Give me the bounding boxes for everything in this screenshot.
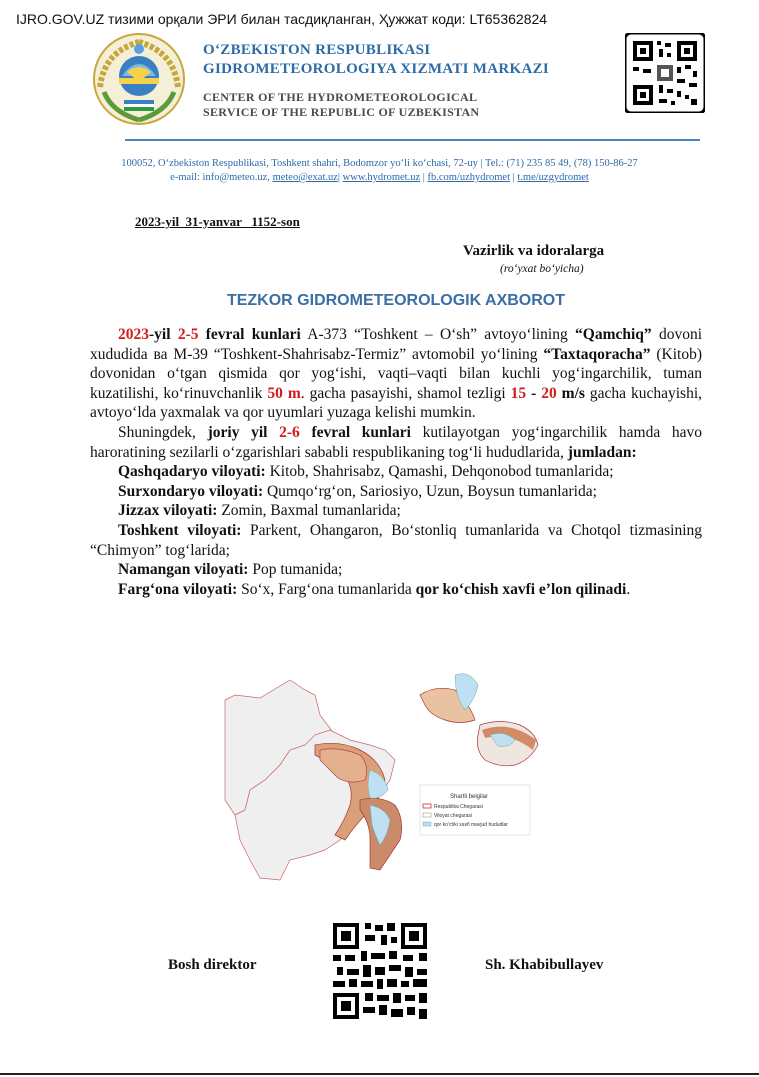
text: gacha kuchayishi, avtoyo‘lda yaxmalak va qor uyumlari yuzaga kelishi mumkin. bbox=[90, 384, 703, 422]
year: 2023 bbox=[118, 326, 149, 343]
contact-links bbox=[0, 171, 759, 184]
wind-unit: m/s bbox=[561, 384, 585, 402]
region-name: Namangan viloyati: bbox=[118, 561, 249, 579]
legend-swatch-snow bbox=[423, 822, 431, 826]
year-suffix: -yil bbox=[149, 326, 171, 343]
region-text: Pop tumanida; bbox=[248, 561, 343, 579]
header-divider bbox=[125, 139, 700, 141]
addressee: Vazirlik va idoralarga bbox=[463, 243, 605, 259]
wind-min: 15 bbox=[510, 384, 527, 402]
wind-max: 20 bbox=[541, 384, 557, 402]
days-label-2: fevral kunlari bbox=[311, 423, 411, 441]
days-label: fevral kunlari bbox=[205, 326, 301, 343]
paragraph-1 bbox=[90, 325, 702, 423]
signature-qr-code-icon bbox=[331, 921, 429, 1021]
avalanche-warning: qor ko‘chish xavfi e’lon qilinadi bbox=[415, 580, 627, 598]
separator: | bbox=[422, 172, 425, 183]
org-name-en-line1: CENTER OF THE HYDROMETEOROLOGICAL bbox=[203, 90, 478, 104]
document-date-number: 2023-yil 31-yanvar 1152-son bbox=[135, 214, 300, 229]
pass-taxtaqoracha: “Taxtaqoracha” bbox=[543, 345, 651, 363]
region-name: Surxondaryo viloyati: bbox=[118, 482, 264, 500]
region-name: Qashqadaryo viloyati: bbox=[118, 463, 266, 481]
map-legend-title: Shartli belgilar bbox=[450, 794, 489, 800]
final-dot: . bbox=[626, 580, 631, 598]
region-item bbox=[90, 482, 702, 502]
org-name-en bbox=[203, 90, 479, 120]
text: . gacha pasayishi, shamol tezligi bbox=[300, 384, 511, 402]
website-link[interactable]: www.hydromet.uz bbox=[342, 172, 421, 183]
separator: | bbox=[512, 172, 515, 183]
days-range: 2-5 bbox=[177, 326, 199, 343]
region-name: Jizzax viloyati: bbox=[118, 502, 218, 520]
map-legend-item-1: Respublika Chegarasi bbox=[434, 804, 483, 810]
text: dovoni xududida ва M-39 “Toshkent-Shahrisabz-Termiz” avtomobil yo‘lining bbox=[90, 326, 702, 363]
uzbekistan-map bbox=[220, 640, 543, 885]
paragraph-2 bbox=[90, 423, 702, 462]
text: (Kitob) dovonidan o‘tgan qismida qor yog‘ishi, vaqti–vaqti bilan kuchli yog‘ingarchilik, tuman kuzatilishi, ko‘rinuvchanlik bbox=[90, 345, 702, 402]
facebook-link[interactable]: fb.com/uzhydromet bbox=[427, 172, 511, 183]
region-text: Qumqo‘rg‘on, Sariosiyo, Uzun, Boysun tumanlarida; bbox=[263, 482, 597, 500]
region-name: Toshkent viloyati: bbox=[118, 521, 242, 539]
org-name-uz-line1: O‘ZBEKISTON RESPUBLIKASI bbox=[203, 42, 431, 58]
contact-address: 100052, O‘zbekiston Respublikasi, Toshkent shahri, Bodomzor yo‘li ko‘chasi, 72-uy | Tel.: (71) 235 85 49, (78) 150-86-27 bbox=[121, 158, 638, 169]
region-text: So‘x, Farg‘ona tumanlarida bbox=[237, 580, 416, 598]
pass-qamchiq: “Qamchiq” bbox=[575, 326, 652, 343]
region-item bbox=[90, 560, 702, 580]
text: kutilayotgan yog‘ingarchilik hamda havo haroratining sezilarli o‘zgarishlari sababli respublikaning tog‘li hududlarida, bbox=[90, 423, 703, 461]
page-bottom-rule bbox=[0, 1073, 759, 1075]
email-label: e-mail: bbox=[170, 172, 200, 183]
org-name-en-line2: SERVICE OF THE REPUBLIC OF UZBEKISTAN bbox=[203, 105, 480, 119]
current-year: joriy yil bbox=[207, 423, 268, 441]
org-name-uz bbox=[203, 41, 549, 79]
signatory-position: Bosh direktor bbox=[168, 957, 257, 973]
text: A-373 “Toshkent – O‘sh” avtoyo‘lining bbox=[300, 326, 576, 343]
verification-line: IJRO.GOV.UZ тизими орқали ЭРИ билан тасдиқланган, Ҳужжат коди: LT65362824 bbox=[16, 11, 548, 27]
visibility-value: 50 m bbox=[267, 384, 301, 402]
map-legend-item-3: qor ko‘chki xavfi mavjud hududlar bbox=[434, 822, 508, 828]
document-title: TEZKOR GIDROMETEOROLOGIK AXBOROT bbox=[226, 292, 566, 309]
region-name: Farg‘ona viloyati: bbox=[118, 580, 238, 598]
days-range-2: 2-6 bbox=[279, 423, 300, 441]
email-link-1[interactable]: info@meteo.uz, bbox=[202, 172, 270, 183]
region-text: Parkent, Ohangaron, Bo‘stonliq tumanlarida va Chotqol tizmasining “Chimyon” tog‘larida; bbox=[90, 521, 703, 559]
legend-swatch-border bbox=[423, 804, 431, 808]
email-link-2[interactable]: meteo@exat.uz bbox=[272, 172, 338, 183]
region-text: Zomin, Baxmal tumanlarida; bbox=[217, 502, 401, 520]
dash: - bbox=[526, 384, 542, 402]
region-item bbox=[90, 501, 702, 521]
text: Shuningdek, bbox=[118, 423, 208, 441]
region-item bbox=[90, 462, 702, 482]
document-body bbox=[90, 325, 702, 599]
signatory-name: Sh. Khabibullayev bbox=[485, 957, 604, 973]
org-name-uz-line2: GIDROMETEOROLOGIYA XIZMATI MARKAZI bbox=[203, 61, 550, 77]
telegram-link[interactable]: t.me/uzgydromet bbox=[517, 172, 589, 183]
addressee-note: (ro‘yxat bo‘yicha) bbox=[500, 263, 584, 275]
qr-code-icon bbox=[625, 33, 705, 113]
region-item bbox=[90, 521, 702, 560]
including: jumladan: bbox=[567, 443, 637, 461]
map-legend-item-2: Viloyat chegarasi bbox=[434, 813, 472, 819]
state-emblem-icon bbox=[92, 32, 186, 126]
region-text: Kitob, Shahrisabz, Qamashi, Dehqonobod tumanlarida; bbox=[265, 463, 614, 481]
region-item bbox=[90, 580, 702, 600]
legend-swatch-region bbox=[423, 813, 431, 817]
separator: | bbox=[337, 172, 341, 183]
